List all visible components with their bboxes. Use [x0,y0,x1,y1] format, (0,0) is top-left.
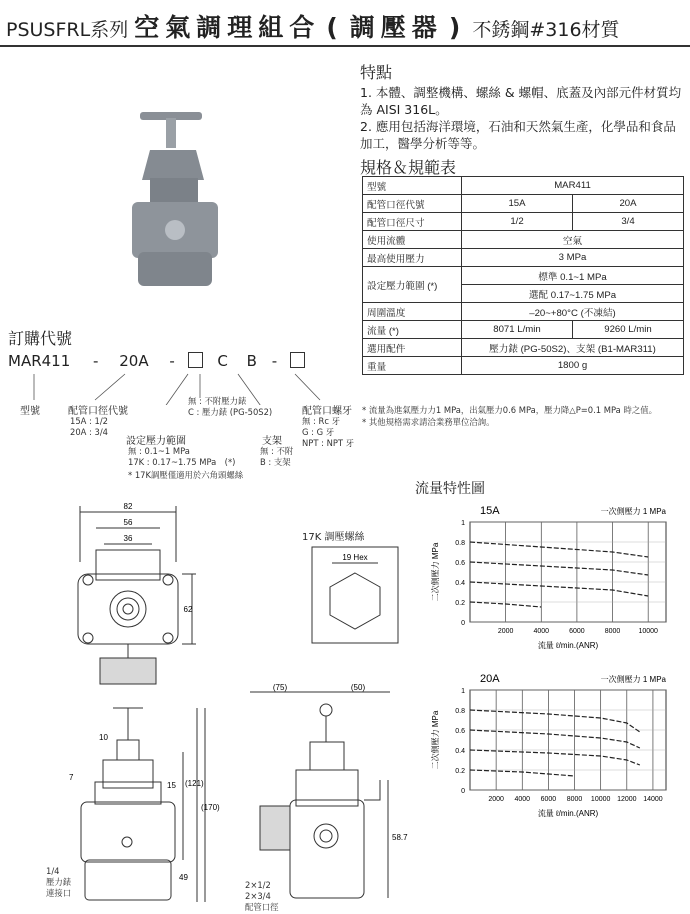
order-code-part: - [169,352,175,370]
table-row [363,303,684,321]
dim-label: 49 [179,873,188,882]
order-thread-label: 配管口螺牙 [302,406,352,417]
spec-label: 設定壓力範圍 (*) [363,267,462,303]
dim-label: 56 [123,518,133,527]
side-view-drawing [240,680,410,910]
y-tick-label: 1 [461,688,465,695]
series-line-0.6 [470,730,640,748]
plot-frame [470,522,666,622]
feature-item-2: 2. 應用包括海洋環境，石油和天然氣生產，化學品和食品加工，醫學分析等等。 [360,119,676,151]
table-row [363,231,684,249]
order-option: 無 : 不附壓力錶 [188,396,247,406]
spec-label: 流量 (*) [363,321,462,339]
spec-value: 8071 L/min [462,321,573,339]
drawing-label: 配管口徑 [245,902,279,912]
spec-label: 周圍溫度 [363,303,462,321]
spec-label: 配管口徑尺寸 [363,213,462,231]
order-code-part: B [246,352,257,370]
order-code-box [290,352,305,368]
hex-drawing [310,545,400,645]
features-list [360,84,685,152]
order-code-part: MAR411 [8,352,71,370]
table-row [363,339,684,357]
front-view-drawing [55,690,225,910]
order-heading: 訂購代號 [8,329,73,348]
table-row [363,357,684,375]
dim-label: 7 [69,773,74,782]
spec-value: –20~+80°C (不凍結) [462,303,684,321]
flow-chart-20a [418,668,680,826]
order-port-options [70,416,108,438]
dim-label: (170) [201,803,220,812]
dim-label: (121) [185,779,204,788]
hex-title: 17K 調壓螺絲 [302,532,365,543]
feature-item-1: 1. 本體、調整機構、螺絲 & 螺帽、底蓋及內部元件材質均為 AISI 316L。 [360,85,682,117]
flow-heading: 流量特性圖 [415,481,485,497]
order-option: NPT : NPT 牙 [302,438,355,448]
y-tick-label: 0.6 [455,728,465,735]
table-row [363,267,684,285]
order-code-part: - [271,352,278,370]
chart-subtitle: 一次側壓力 1 MPa [600,675,666,684]
y-tick-label: 0.6 [455,560,465,567]
spec-label: 配管口徑代號 [363,195,462,213]
y-tick-label: 0.2 [455,768,465,775]
spec-label: 選用配件 [363,339,462,357]
order-option: 17K : 0.17~1.75 MPa (*) [128,457,236,467]
y-axis-label: 二次側壓力 MPa [431,710,440,770]
order-note: * 17K調壓僅適用於六角頭螺絲 [128,470,244,480]
table-row [363,195,684,213]
drawing-label: 壓力錶 [46,877,72,887]
table-row [363,213,684,231]
x-tick-label: 8000 [604,628,621,635]
y-tick-label: 0 [461,788,465,795]
spec-value: 1/2 [462,213,573,231]
spec-note: * 流量為進氣壓力力1 MPa，出氣壓力0.6 MPa，壓力降△P=0.1 MPa 時之值。 [362,405,657,415]
order-range-options [128,446,235,468]
y-axis-label: 二次側壓力 MPa [431,542,440,602]
series-line-0.6 [470,562,648,575]
top-view-drawing [60,498,210,688]
drawing-label: 連接口 [46,888,72,898]
spec-value: 9260 L/min [573,321,684,339]
hex-dim-label: 19 Hex [342,553,368,562]
spec-value: 20A [573,195,684,213]
page-header [6,8,620,44]
order-option: 15A : 1/2 [70,416,109,426]
table-row [363,177,684,195]
order-option: 無 : Rc 牙 [302,416,340,426]
x-tick-label: 14000 [643,796,663,803]
spec-value: 3 MPa [462,249,684,267]
order-code-part: - [93,352,99,370]
header-rule [0,45,690,47]
spec-label: 最高使用壓力 [363,249,462,267]
x-tick-label: 8000 [566,796,583,803]
x-tick-label: 2000 [497,628,514,635]
x-tick-label: 6000 [569,628,585,635]
dim-label: (75) [272,683,288,692]
x-tick-label: 10000 [590,796,611,803]
order-option: 無 : 不附 [260,446,294,456]
order-code-box [188,352,203,368]
dim-label: 62 [183,605,193,614]
flow-chart-15a [418,500,680,658]
spec-value: 選配 0.17~1.75 MPa [462,285,684,303]
dim-label: 82 [123,502,133,511]
order-bracket-label: 支架 [262,436,282,447]
order-gauge-options [188,396,272,418]
order-thread-options [302,416,354,449]
product-photo [120,90,230,295]
spec-value: 空氣 [462,231,684,249]
spec-label: 重量 [363,357,462,375]
y-tick-label: 0.2 [455,600,465,607]
order-code [8,352,305,370]
spec-label: 使用流體 [363,231,462,249]
y-tick-label: 0.4 [455,748,465,755]
dim-label: 36 [123,534,133,543]
paren-close: ) [448,13,467,42]
spec-note: * 其他規格需求請洽業務單位洽詢。 [362,417,495,427]
spec-value: 15A [462,195,573,213]
order-option: G : G 牙 [302,427,335,437]
front-labels [46,866,71,899]
order-option: B : 支架 [260,457,291,467]
product-title: 空氣調理組合 [134,13,321,42]
order-port-label: 配管口徑代號 [68,406,128,417]
side-labels [245,880,279,913]
x-tick-label: 2000 [488,796,504,803]
series-label: PSUSFRL系列 [6,19,129,41]
spec-value: 1800 g [462,357,684,375]
x-tick-label: 4000 [514,796,531,803]
chart-title: 15A [480,505,500,517]
order-range-label: 設定壓力範圍 [126,436,186,447]
spec-label: 型號 [363,177,462,195]
order-model-label: 型號 [20,406,40,417]
spec-value: 壓力錶 (PG-50S2)、支架 (B1-MAR311) [462,339,684,357]
x-tick-label: 12000 [617,796,637,803]
table-row [363,249,684,267]
series-line-0.4 [470,582,648,596]
drawing-label: 2×3/4 [245,891,271,901]
y-tick-label: 0.8 [455,708,465,715]
order-option: C : 壓力錶 (PG-50S2) [188,407,273,417]
features-heading: 特點 [360,63,393,82]
series-line-0.4 [470,750,640,765]
dim-label: 15 [167,781,176,790]
spec-value: 3/4 [573,213,684,231]
material-label: 不銹鋼#316材質 [472,19,620,41]
chart-title: 20A [480,673,500,685]
spec-value: 標準 0.1~1 MPa [462,267,684,285]
x-tick-label: 6000 [540,796,557,803]
y-tick-label: 0.4 [455,580,465,587]
spec-notes [362,404,687,428]
dim-label: 10 [99,733,108,742]
x-tick-label: 10000 [638,628,658,635]
order-code-part: 20A [119,352,149,370]
product-subtitle: 調壓器 [349,13,443,42]
dim-label: 58.7 [392,833,408,842]
spec-value: MAR411 [462,177,684,195]
y-tick-label: 0.8 [455,540,465,547]
dim-label: (50) [350,683,366,692]
spec-table [362,176,684,375]
spec-heading: 規格＆規範表 [360,158,457,177]
x-axis-label: 流量 ℓ/min.(ANR) [537,641,599,650]
order-code-part: C [217,352,228,370]
drawing-label: 2×1/2 [245,880,271,890]
y-tick-label: 0 [461,620,465,627]
drawing-label: 1/4 [46,866,60,876]
series-line-0.8 [470,542,648,557]
chart-subtitle: 一次側壓力 1 MPa [600,507,666,516]
x-tick-label: 4000 [533,628,550,635]
order-option: 20A : 3/4 [70,427,109,437]
order-bracket-options [260,446,293,468]
x-axis-label: 流量 ℓ/min.(ANR) [537,809,599,818]
series-line-0.8 [470,710,640,732]
order-leader-lines [0,370,330,405]
table-row [363,321,684,339]
order-option: 無 : 0.1~1 MPa [128,446,190,456]
y-tick-label: 1 [461,520,465,527]
paren-open: ( [326,13,344,42]
